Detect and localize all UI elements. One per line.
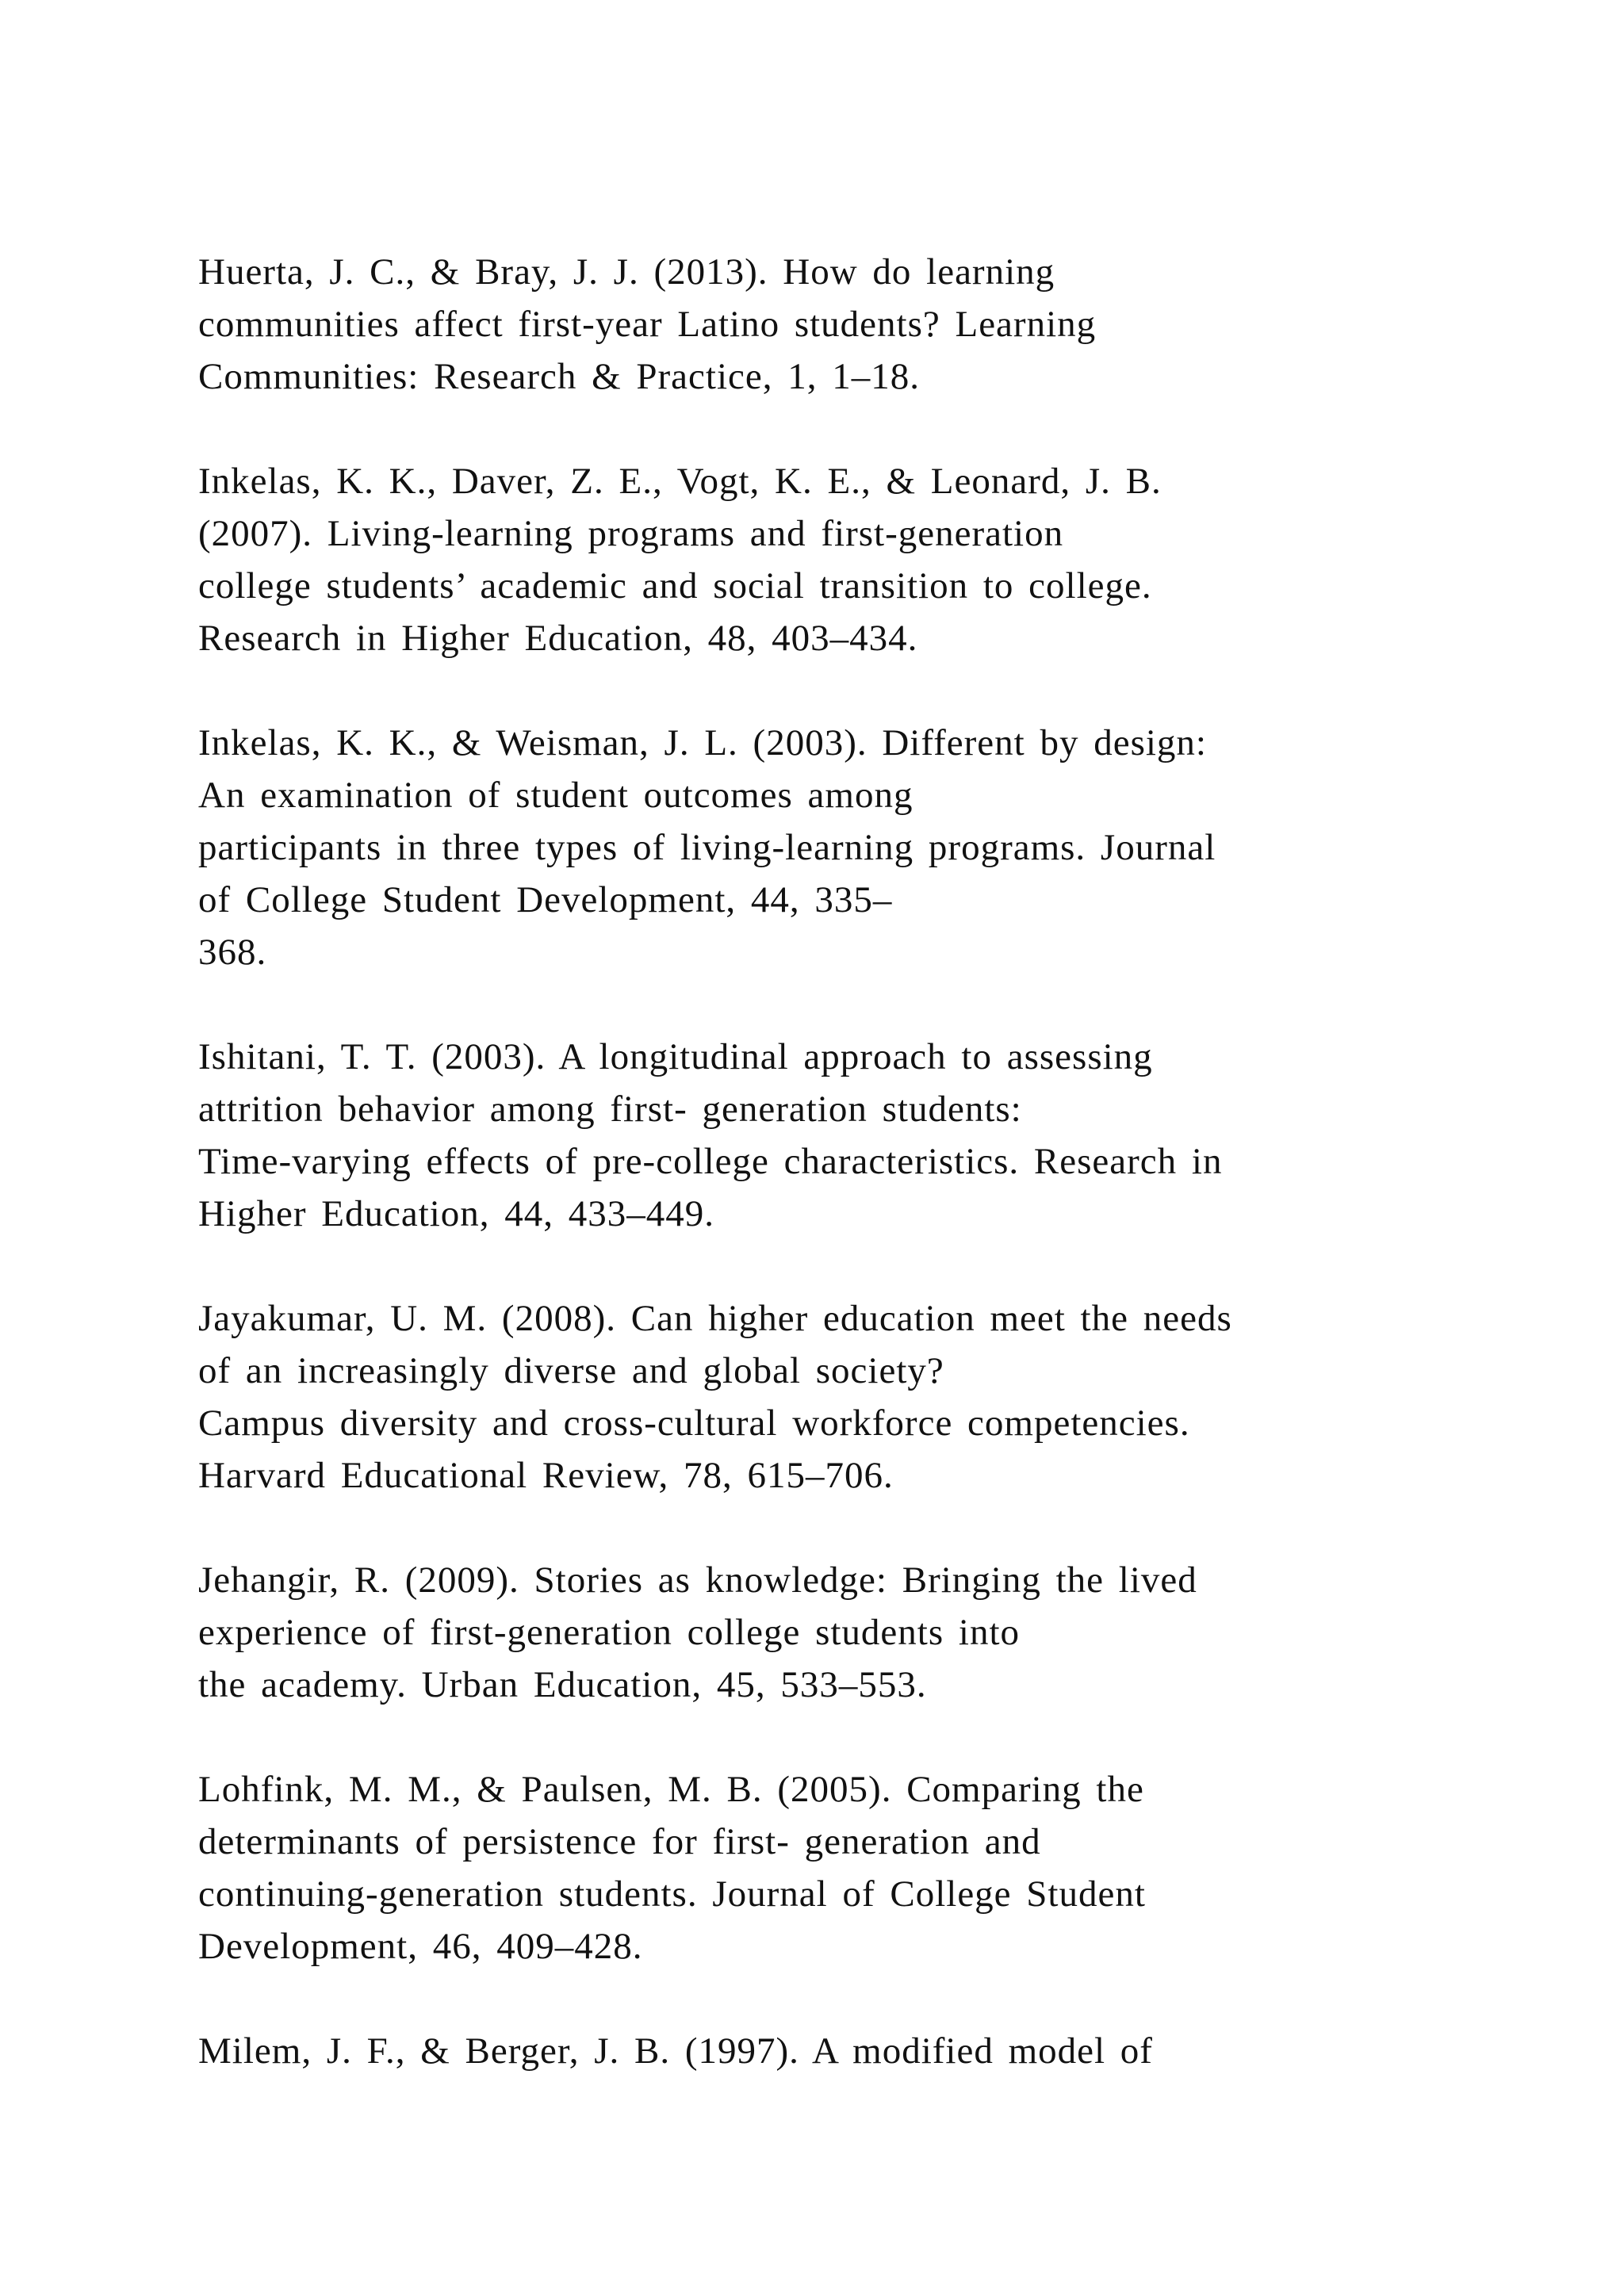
reference-line: Campus diversity and cross-cultural workforce competencies. <box>198 1402 1190 1444</box>
reference-line: Jayakumar, U. M. (2008). Can higher education meet the needs <box>198 1298 1232 1339</box>
reference-entry-milem-1997 <box>198 2025 1594 2077</box>
reference-line: college students’ academic and social transition to college. <box>198 565 1152 607</box>
reference-entry-jehangir-2009 <box>198 1554 1594 1711</box>
reference-line: continuing-generation students. Journal of College Student <box>198 1873 1146 1915</box>
reference-line: Milem, J. F., & Berger, J. B. (1997). A modified model of <box>198 2030 1153 2072</box>
reference-line: participants in three types of living-learning programs. Journal <box>198 827 1216 868</box>
reference-line: attrition behavior among first- generation students: <box>198 1089 1022 1130</box>
reference-entry-huerta-2013 <box>198 246 1594 403</box>
reference-line: Higher Education, 44, 433–449. <box>198 1193 715 1234</box>
reference-line: the academy. Urban Education, 45, 533–553. <box>198 1664 927 1705</box>
reference-line: Time-varying effects of pre-college characteristics. Research in <box>198 1141 1223 1182</box>
reference-line: experience of first-generation college students into <box>198 1612 1020 1653</box>
reference-line: Harvard Educational Review, 78, 615–706. <box>198 1455 894 1496</box>
reference-line: determinants of persistence for first- generation and <box>198 1821 1041 1862</box>
reference-entry-ishitani-2003 <box>198 1031 1594 1240</box>
reference-entry-inkelas-2007 <box>198 455 1594 664</box>
reference-line: Research in Higher Education, 48, 403–434. <box>198 618 918 659</box>
reference-list <box>198 246 1594 2130</box>
reference-line: Ishitani, T. T. (2003). A longitudinal approach to assessing <box>198 1036 1153 1077</box>
reference-line: communities affect first-year Latino students? Learning <box>198 304 1097 345</box>
reference-line: Development, 46, 409–428. <box>198 1926 643 1967</box>
reference-line: 368. <box>198 932 267 973</box>
reference-line: of an increasingly diverse and global society? <box>198 1350 944 1391</box>
reference-line: Inkelas, K. K., Daver, Z. E., Vogt, K. E., & Leonard, J. B. <box>198 461 1162 502</box>
reference-line: Lohfink, M. M., & Paulsen, M. B. (2005). Comparing the <box>198 1769 1144 1810</box>
reference-entry-lohfink-2005 <box>198 1763 1594 1973</box>
reference-entry-inkelas-2003 <box>198 717 1594 978</box>
reference-line: Inkelas, K. K., & Weisman, J. L. (2003). Different by design: <box>198 722 1207 763</box>
reference-line: Huerta, J. C., & Bray, J. J. (2013). How do learning <box>198 251 1055 293</box>
reference-entry-jayakumar-2008 <box>198 1292 1594 1502</box>
reference-line: An examination of student outcomes among <box>198 775 914 816</box>
reference-line: of College Student Development, 44, 335– <box>198 879 893 920</box>
reference-line: (2007). Living-learning programs and first-generation <box>198 513 1064 554</box>
reference-line: Communities: Research & Practice, 1, 1–18. <box>198 356 920 397</box>
reference-line: Jehangir, R. (2009). Stories as knowledge: Bringing the lived <box>198 1559 1197 1601</box>
